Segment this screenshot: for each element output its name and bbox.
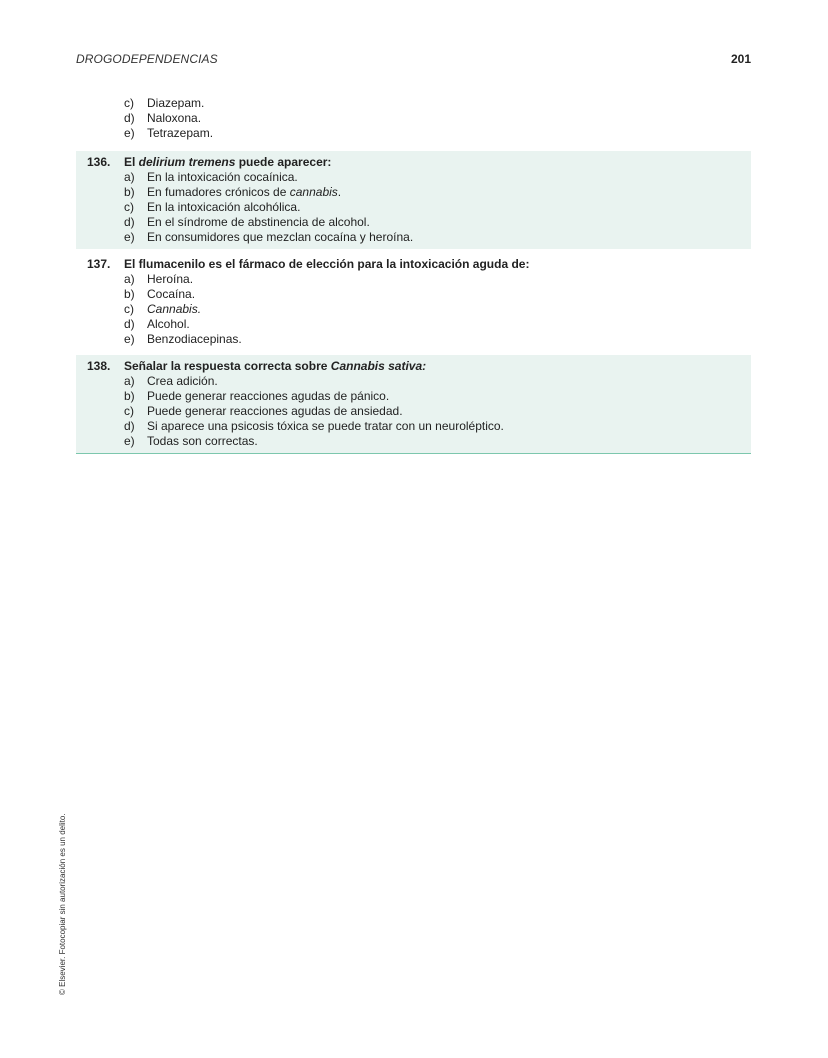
continued-options	[76, 96, 751, 145]
option-letter: e)	[124, 434, 135, 448]
question-list	[76, 96, 751, 454]
question-136	[76, 151, 751, 249]
option-c	[76, 96, 751, 111]
option-text: Puede generar reacciones agudas de pánico.	[147, 389, 390, 403]
option-d	[76, 419, 751, 434]
option-letter: c)	[124, 302, 134, 316]
option-letter: e)	[124, 230, 135, 244]
option-text: Si aparece una psicosis tóxica se puede tratar con un neuroléptico.	[147, 419, 504, 433]
option-text: Naloxona.	[147, 111, 202, 125]
option-letter: a)	[124, 170, 135, 184]
option-letter: d)	[124, 317, 135, 331]
option-text: Todas son correctas.	[147, 434, 258, 448]
option-text: En consumidores que mezclan cocaína y heroína.	[147, 230, 414, 244]
option-letter: a)	[124, 272, 135, 286]
option-a	[76, 272, 751, 287]
option-text: Cocaína.	[147, 287, 196, 301]
option-letter: b)	[124, 185, 135, 199]
option-letter: d)	[124, 215, 135, 229]
running-header	[76, 52, 751, 70]
option-text: En fumadores crónicos de	[147, 185, 290, 199]
option-text: Crea adición.	[147, 374, 218, 388]
copyright-notice: © Elsevier. Fotocopiar sin autorización es un delito.	[58, 813, 67, 995]
option-b	[76, 389, 751, 404]
option-d	[76, 317, 751, 332]
question-stem	[76, 257, 751, 272]
option-letter: e)	[124, 332, 135, 346]
question-stem	[76, 155, 751, 170]
option-letter: c)	[124, 96, 134, 110]
option-text: Alcohol.	[147, 317, 190, 331]
option-b	[76, 185, 751, 200]
option-c	[76, 404, 751, 419]
question-number: 138.	[87, 359, 111, 373]
page-number: 201	[730, 52, 751, 66]
option-a	[76, 374, 751, 389]
option-b	[76, 287, 751, 302]
stem-text: Señalar la respuesta correcta sobre	[124, 359, 331, 373]
option-c	[76, 302, 751, 317]
stem-italic: Cannabis sativa:	[330, 359, 427, 373]
option-letter: b)	[124, 287, 135, 301]
option-text: En el síndrome de abstinencia de alcohol.	[147, 215, 370, 229]
option-d	[76, 215, 751, 230]
option-text: Puede generar reacciones agudas de ansiedad.	[147, 404, 403, 418]
question-number: 137.	[87, 257, 111, 271]
option-text: Cannabis.	[147, 302, 202, 316]
option-letter: a)	[124, 374, 135, 388]
stem-text: El	[124, 155, 139, 169]
option-text: En la intoxicación alcohólica.	[147, 200, 301, 214]
option-text: Heroína.	[147, 272, 194, 286]
option-a	[76, 170, 751, 185]
stem-italic: delirium tremens	[138, 155, 236, 169]
question-stem	[76, 359, 751, 374]
option-c	[76, 200, 751, 215]
option-e	[76, 230, 751, 245]
question-138	[76, 355, 751, 454]
option-letter: d)	[124, 111, 135, 125]
stem-text-end: puede aparecer:	[235, 155, 332, 169]
option-text: Benzodiacepinas.	[147, 332, 242, 346]
option-letter: b)	[124, 389, 135, 403]
option-text-end: .	[337, 185, 342, 199]
option-italic: cannabis	[289, 185, 338, 199]
question-number: 136.	[87, 155, 111, 169]
option-d	[76, 111, 751, 126]
option-e	[76, 126, 751, 141]
option-text: Diazepam.	[147, 96, 205, 110]
question-137	[76, 249, 751, 355]
section-title: DROGODEPENDENCIAS	[76, 52, 218, 66]
option-letter: d)	[124, 419, 135, 433]
option-e	[76, 332, 751, 347]
option-letter: c)	[124, 200, 134, 214]
option-e	[76, 434, 751, 449]
option-text: En la intoxicación cocaínica.	[147, 170, 298, 184]
option-letter: c)	[124, 404, 134, 418]
option-text: Tetrazepam.	[147, 126, 214, 140]
option-letter: e)	[124, 126, 135, 140]
stem-text: El flumacenilo es el fármaco de elección para la intoxicación aguda de:	[124, 257, 530, 271]
